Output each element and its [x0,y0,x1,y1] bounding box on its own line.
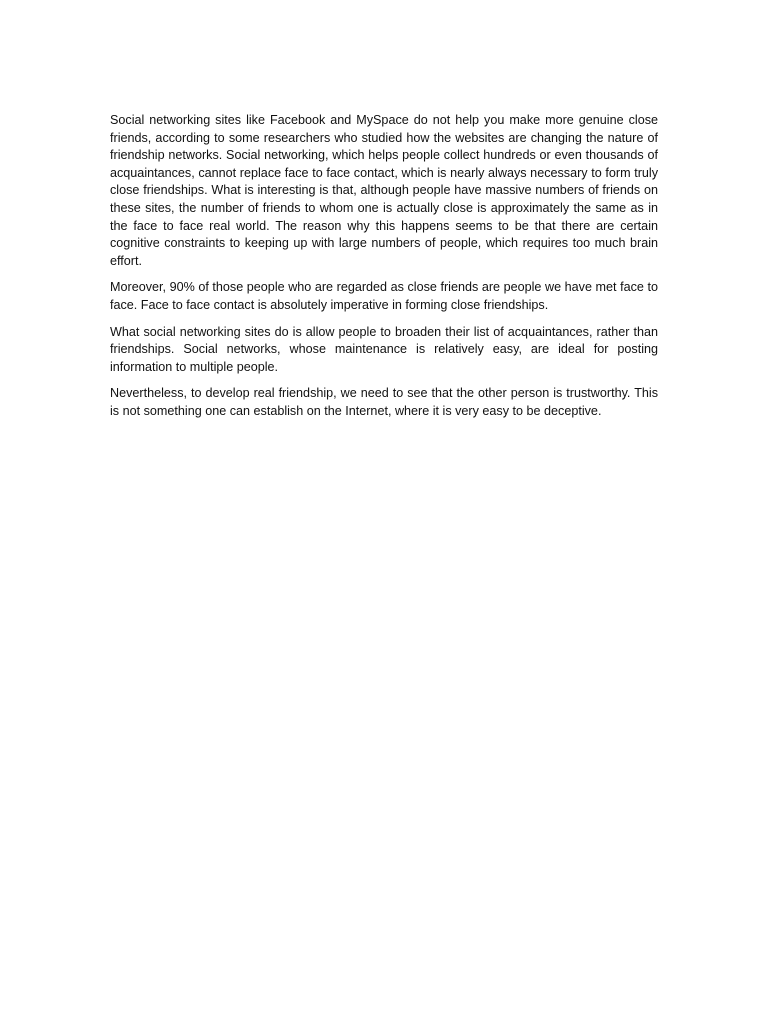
document-body [110,112,658,430]
paragraph-3: What social networking sites do is allow people to broaden their list of acquaintances, rather than friendships. Social networks, whose maintenance is relatively easy, are ideal for posting information to multiple people. [110,324,658,374]
paragraph-1: Social networking sites like Facebook and MySpace do not help you make more genuine close friends, according to some researchers who studied how the websites are changing the nature of friendship networks. Social networking, which helps people collect hundreds or even thousands of acquaintances, cannot replace face to face contact, which is nearly always necessary to form truly close friendships. What is interesting is that, although people have massive numbers of friends on these sites, the number of friends to whom one is actually close is approximately the same as in the face to face real world. The reason why this happens seems to be that there are certain cognitive constraints to keeping up with large numbers of people, which requires too much brain effort. [110,113,658,268]
paragraph-2: Moreover, 90% of those people who are regarded as close friends are people we have met face to face. Face to face contact is absolutely imperative in forming close friendships. [110,280,658,312]
paragraph-4: Nevertheless, to develop real friendship, we need to see that the other person is trustworthy. This is not something one can establish on the Internet, where it is very easy to be deceptive. [110,386,658,418]
